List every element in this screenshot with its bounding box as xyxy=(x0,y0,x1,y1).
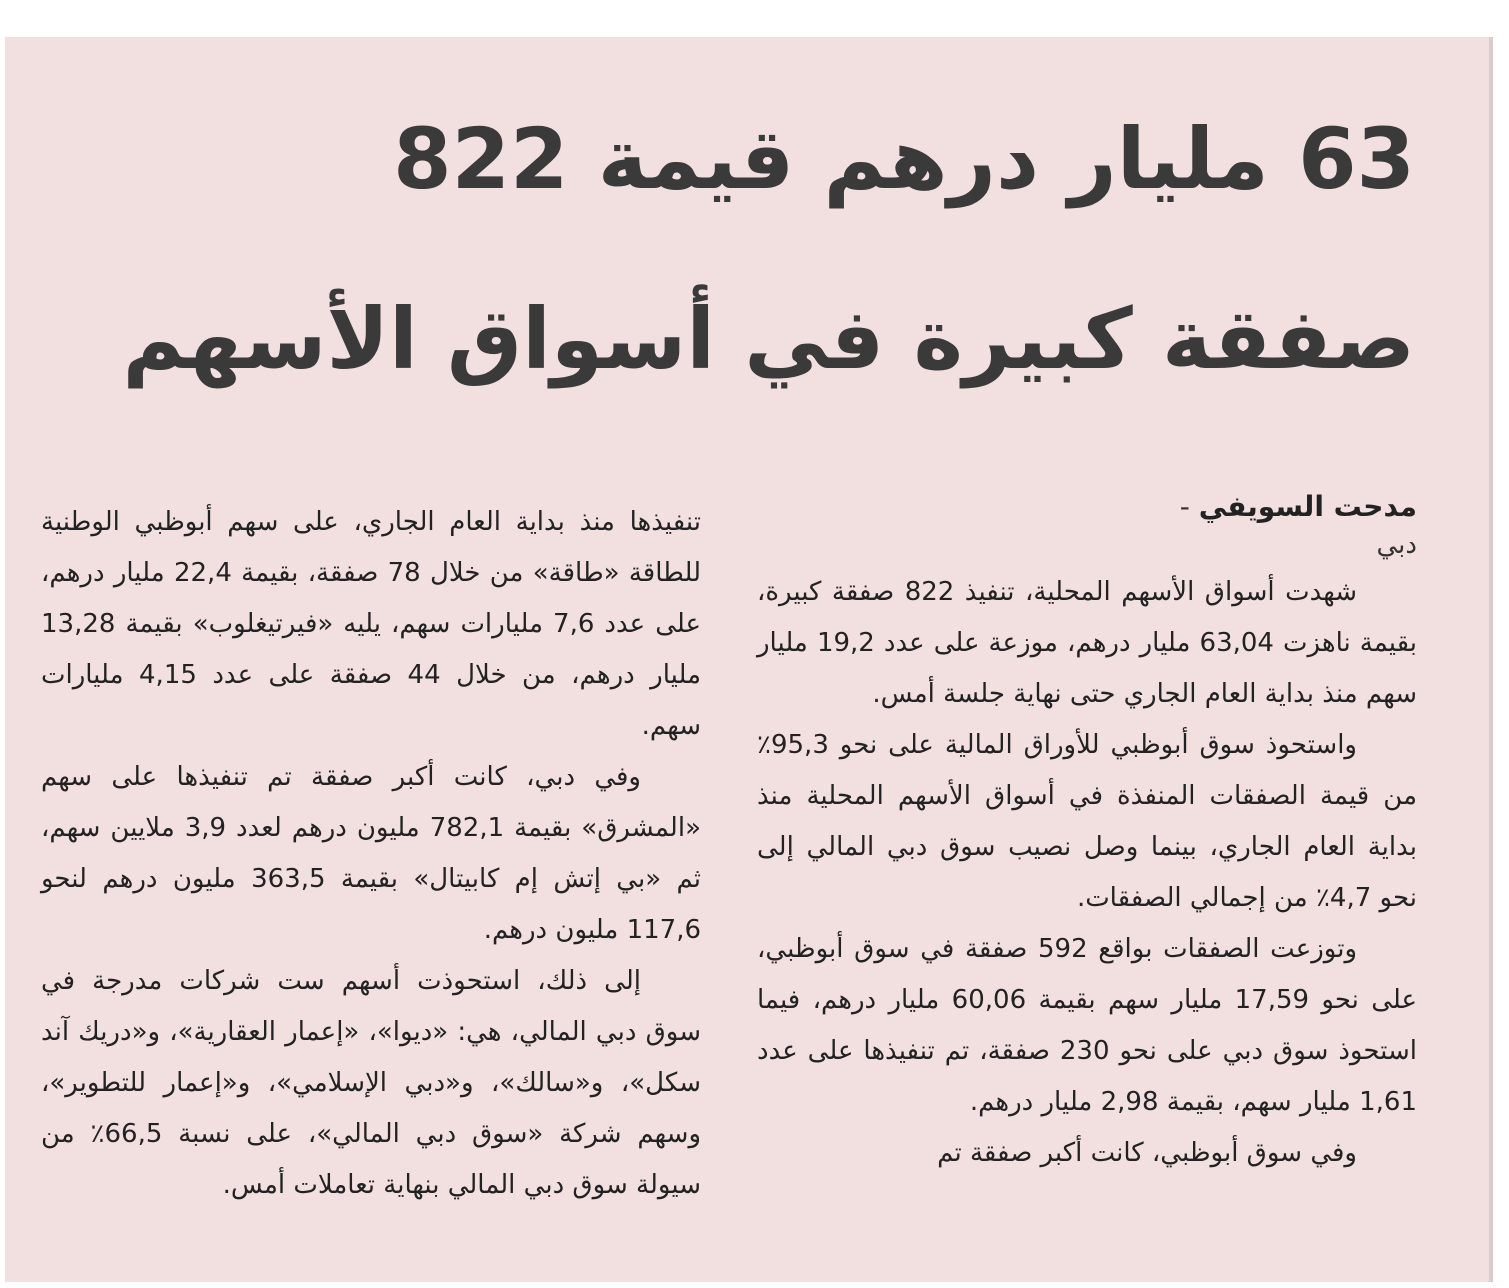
author-name: مدحت السويفي xyxy=(1198,490,1417,523)
paragraph: وفي سوق أبوظبي، كانت أكبر صفقة تم xyxy=(937,1138,1357,1168)
headline-line-1: 63 مليار درهم قيمة 822 xyxy=(393,110,1415,208)
paragraph: إلى ذلك، استحوذت أسهم ست شركات مدرجة في سوق دبي المالي، هي: «ديوا»، «إعمار العقارية»، و«دريك آند سكل»، و«سالك»، و«دبي الإسلامي»، و«إعمار للتطوير»، وسهم شركة «سوق دبي المالي»، على نسبة 66,5٪ من سيولة سوق دبي المالي بنهاية تعاملات أمس. xyxy=(41,966,701,1200)
paragraph: واستحوذ سوق أبوظبي للأوراق المالية على نحو 95,3٪ من قيمة الصفقات المنفذة في أسواق الأسهم المحلية منذ بداية العام الجاري، بينما وصل نصيب سوق دبي المالي إلى نحو 4,7٪ من إجمالي الصفقات. xyxy=(757,730,1417,913)
article-column-left xyxy=(41,497,701,1211)
dateline-city: دبي xyxy=(1376,530,1417,560)
paragraph: تنفيذها منذ بداية العام الجاري، على سهم أبوظبي الوطنية للطاقة «طاقة» من خلال 78 صفقة، بقيمة 22,4 مليار درهم، على عدد 7,6 مليارات سهم، يليه «فيرتيغلوب» بقيمة 13,28 مليار درهم، من خلال 44 صفقة على عدد 4,15 مليارات سهم. xyxy=(41,507,702,741)
headline-line-2: صفقة كبيرة في أسواق الأسهم xyxy=(122,290,1415,388)
article-panel xyxy=(5,37,1493,1282)
byline-separator: - xyxy=(1179,490,1199,523)
paragraph: شهدت أسواق الأسهم المحلية، تنفيذ 822 صفقة كبيرة، بقيمة ناهزت 63,04 مليار درهم، موزعة على عدد 19,2 مليار سهم منذ بداية العام الجاري حتى نهاية جلسة أمس. xyxy=(757,577,1417,709)
article-column-right xyxy=(757,487,1417,1179)
byline xyxy=(757,487,1417,527)
paragraph: وفي دبي، كانت أكبر صفقة تم تنفيذها على سهم «المشرق» بقيمة 782,1 مليون درهم لعدد 3,9 ملايين سهم، ثم «بي إتش إم كابيتال» بقيمة 363,5 مليون درهم لنحو 117,6 مليون درهم. xyxy=(41,762,701,945)
paragraph: وتوزعت الصفقات بواقع 592 صفقة في سوق أبوظبي، على نحو 17,59 مليار سهم بقيمة 60,06 مليار درهم، فيما استحوذ سوق دبي على نحو 230 صفقة، تم تنفيذها على عدد 1,61 مليار سهم، بقيمة 2,98 مليار درهم. xyxy=(757,934,1418,1117)
